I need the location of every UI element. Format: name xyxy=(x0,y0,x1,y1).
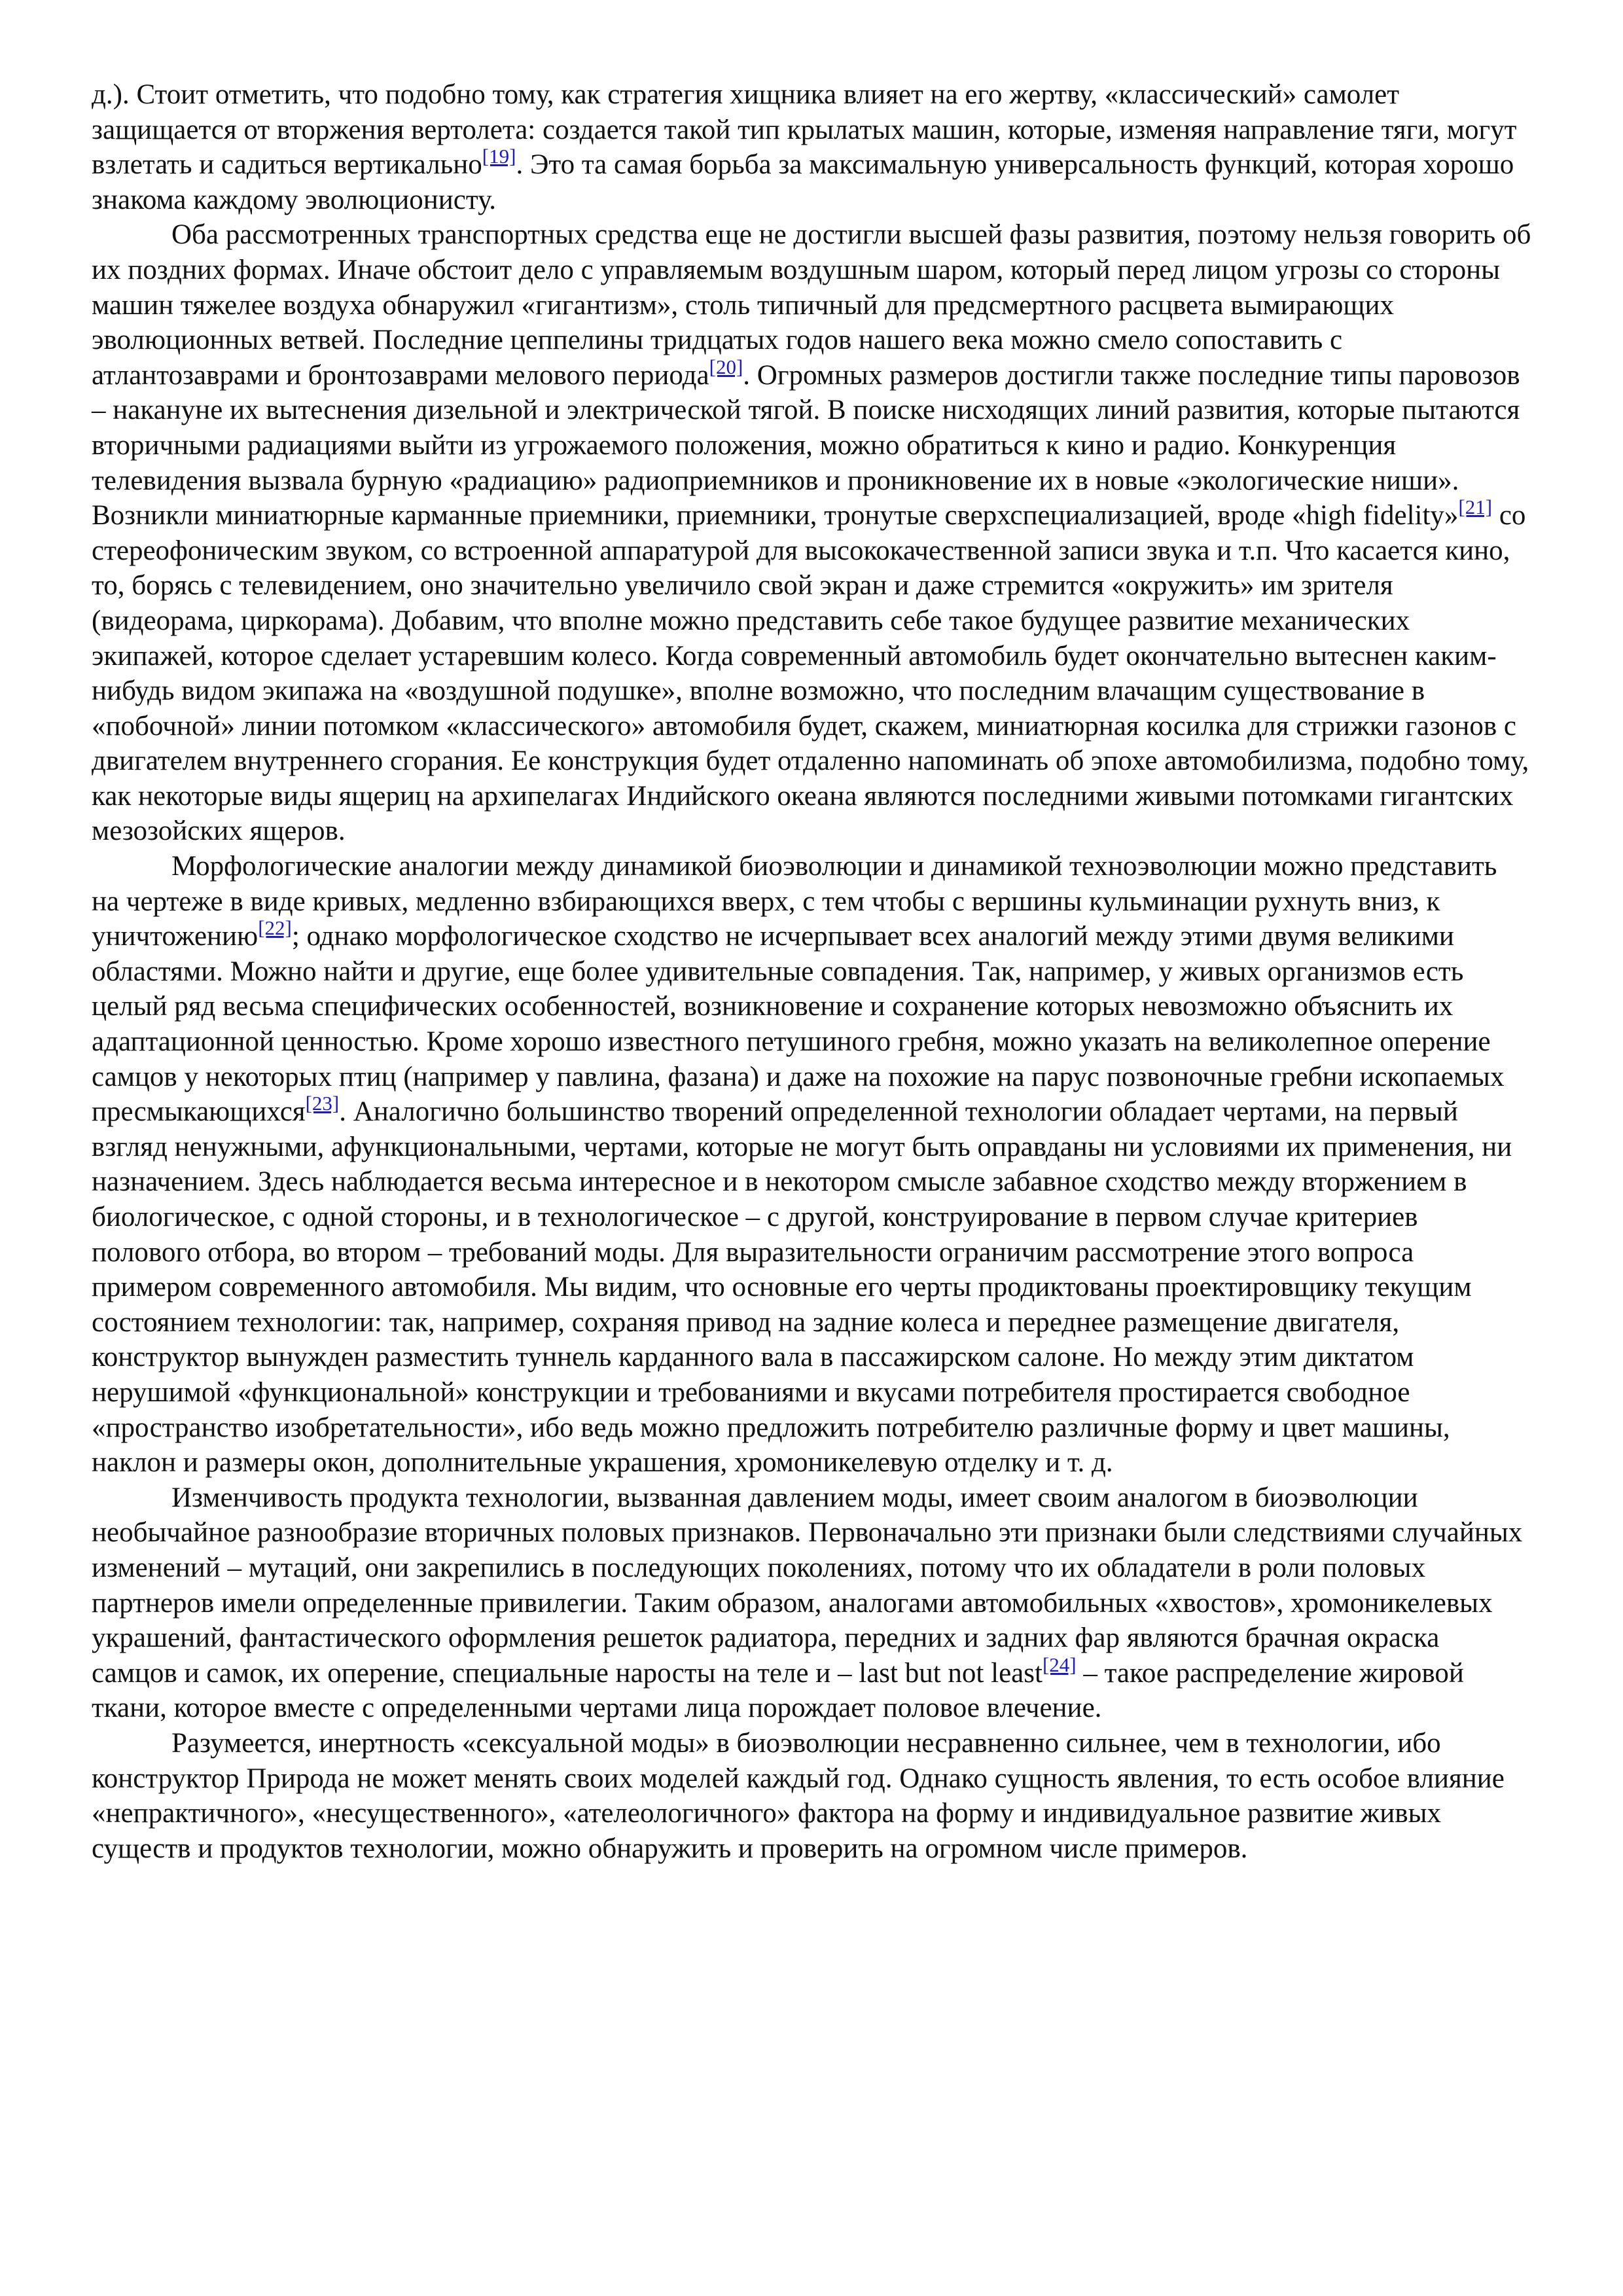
paragraph xyxy=(92,217,1531,849)
paragraph-text: д.). Стоит отметить, что подобно тому, как стратегия хищника влияет на его жертву, «классический» самолет защищается от вторжения вертолета: создается такой тип крылатых машин, которые, изменяя направление тяги, могут взлетать и садиться вертикально xyxy=(92,79,1517,181)
footnote-link-20[interactable]: [20] xyxy=(709,355,743,378)
paragraph-text: Оба рассмотренных транспортных средства еще не достигли высшей фазы развития, поэтому нельзя говорить об их поздних формах. Иначе обстоит дело с управляемым воздушным шаром, который перед лицом угрозы со стороны машин тяжелее воздуха обнаружил «гигантизм», столь типичный для предсмертного расцвета вымирающих эволюционных ветвей. Последние цеппелины тридцатых годов нашего века можно смело сопоставить с атлантозаврами и бронтозаврами мелового периода xyxy=(92,219,1531,391)
paragraph-text: . Огромных размеров достигли также последние типы паровозов – накануне их вытеснения дизельной и электрической тягой. В поиске нисходящих линий развития, которые пытаются вторичными радиациями выйти из угрожаемого положения, можно обратиться к кино и радио. Конкуренция телевидения вызвала бурную «радиацию» радиоприемников и проникновение их в новые «экологические ниши». Возникли миниатюрные карманные приемники, приемники, тронутые сверхспециализацией, вроде «high fidelity» xyxy=(92,359,1520,531)
footnote-link-24[interactable]: [24] xyxy=(1042,1653,1077,1676)
paragraph-text: Морфологические аналогии между динамикой биоэволюции и динамикой техноэволюции можно представить на чертеже в виде кривых, медленно взбирающихся вверх, с тем чтобы с вершины кульминации рухнуть вниз, к уничтожению xyxy=(92,851,1497,952)
paragraph-text: . Аналогично большинство творений определенной технологии обладает чертами, на первый взгляд ненужными, афункциональными, чертами, которые не могут быть оправданы ни условиями их применения, ни назначением. Здесь наблюдается весьма интересное и в некотором смысле забавное сходство между вторжением в биологическое, с одной стороны, и в технологическое – с другой, конструирование в первом случае критериев полового отбора, во втором – требований моды. Для выразительности ограничим рассмотрение этого вопроса примером современного автомобиля. Мы видим, что основные его черты продиктованы проектировщику текущим состоянием технологии: так, например, сохраняя привод на задние колеса и переднее размещение двигателя, конструктор вынужден разместить туннель карданного вала в пассажирском салоне. Но между этим диктатом нерушимой «функциональной» конструкции и требованиями и вкусами потребителя простирается свободное «пространство изобретательности», ибо ведь можно предложить потребителю различные форму и цвет машины, наклон и размеры окон, дополнительные украшения, хромоникелевую отделку и т. д. xyxy=(92,1096,1512,1479)
document-page xyxy=(92,77,1531,1866)
paragraph xyxy=(92,1480,1531,1726)
footnote-link-19[interactable]: [19] xyxy=(482,145,516,168)
footnote-link-21[interactable]: [21] xyxy=(1458,495,1493,519)
footnote-link-23[interactable]: [23] xyxy=(305,1092,340,1115)
paragraph-text: ; однако морфологическое сходство не исчерпывает всех аналогий между этими двумя великими областями. Можно найти и другие, еще более удивительные совпадения. Так, например, у живых организмов есть целый ряд весьма специфических особенностей, возникновение и сохранение которых невозможно объяснить их адаптационной ценностью. Кроме хорошо известного петушиного гребня, можно указать на великолепное оперение самцов у некоторых птиц (например у павлина, фазана) и даже на похожие на парус позвоночные гребни ископаемых пресмыкающихся xyxy=(92,921,1505,1128)
paragraph xyxy=(92,1726,1531,1866)
paragraph-text: со стереофоническим звуком, со встроенной аппаратурой для высококачественной записи звука и т.п. Что касается кино, то, борясь с телевидением, оно значительно увеличило свой экран и даже стремится «окружить» им зрителя (видеорама, циркорама). Добавим, что вполне можно представить себе такое будущее развитие механических экипажей, которое сделает устаревшим колесо. Когда современный автомобиль будет окончательно вытеснен каким-нибудь видом экипажа на «воздушной подушке», вполне возможно, что последним влачащим существование в «побочной» линии потомком «классического» автомобиля будет, скажем, миниатюрная косилка для стрижки газонов с двигателем внутреннего сгорания. Ее конструкция будет отдаленно напоминать об эпохе автомобилизма, подобно тому, как некоторые виды ящериц на архипелагах Индийского океана являются последними живыми потомками гигантских мезозойских ящеров. xyxy=(92,500,1529,847)
paragraph-text: . Это та самая борьба за максимальную универсальность функций, которая хорошо знакома каждому эволюционисту. xyxy=(92,149,1514,215)
paragraph-text: – такое распределение жировой ткани, которое вместе с определенными чертами лица порождает половое влечение. xyxy=(92,1657,1464,1724)
paragraph xyxy=(92,849,1531,1480)
paragraph-text: Изменчивость продукта технологии, вызванная давлением моды, имеет своим аналогом в биоэволюции необычайное разнообразие вторичных половых признаков. Первоначально эти признаки были следствиями случайных изменений – мутаций, они закрепились в последующих поколениях, потому что их обладатели в роли половых партнеров имели определенные привилегии. Таким образом, аналогами автомобильных «хвостов», хромоникелевых украшений, фантастического оформления решеток радиатора, передних и задних фар являются брачная окраска самцов и самок, их оперение, специальные наросты на теле и – last but not least xyxy=(92,1482,1523,1689)
paragraph-text: Разумеется, инертность «сексуальной моды» в биоэволюции несравненно сильнее, чем в технологии, ибо конструктор Природа не может менять своих моделей каждый год. Однако сущность явления, то есть особое влияние «непрактичного», «несущественного», «ателеологичного» фактора на форму и индивидуальное развитие живых существ и продуктов технологии, можно обнаружить и проверить на огромном числе примеров. xyxy=(92,1727,1505,1864)
paragraph xyxy=(92,77,1531,217)
footnote-link-22[interactable]: [22] xyxy=(258,916,292,940)
